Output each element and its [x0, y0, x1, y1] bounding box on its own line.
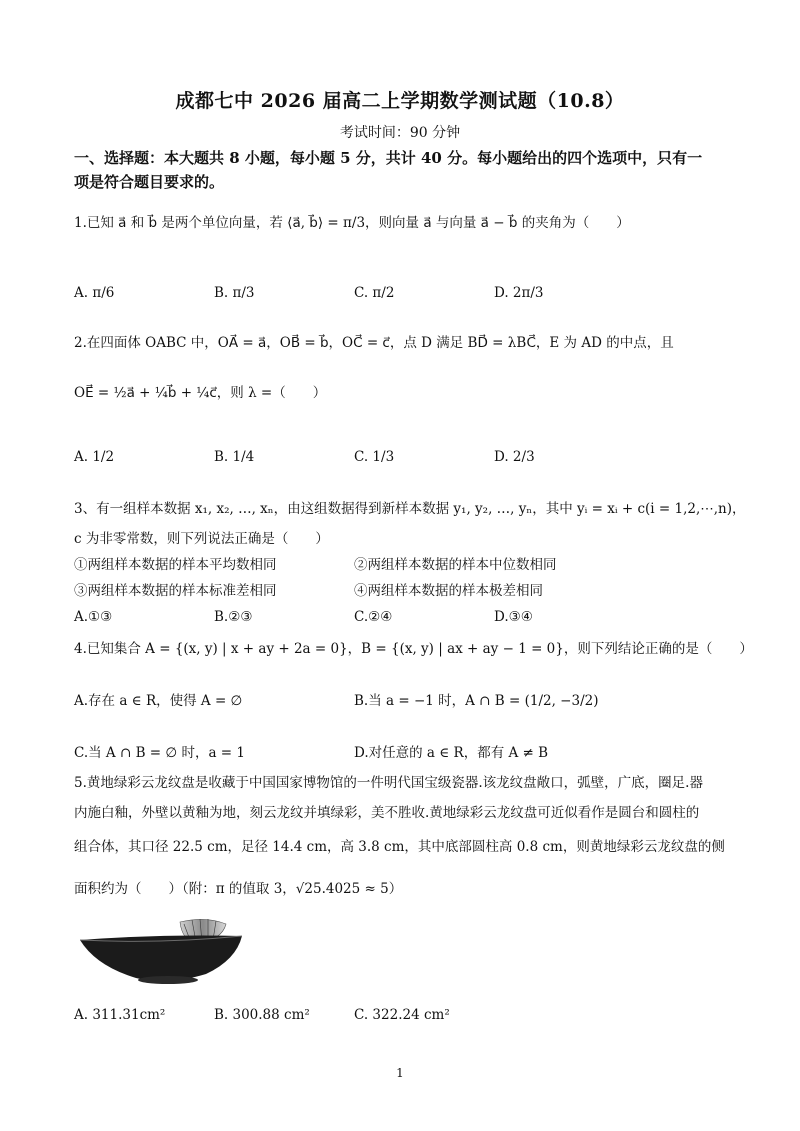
q5-option-b: B. 300.88 cm² [214, 1007, 310, 1023]
section-heading-line2: 项是符合题目要求的。 [74, 173, 225, 191]
page-number: 1 [396, 1066, 404, 1080]
q4-option-c: C.当 A ∩ B = ∅ 时，a = 1 [74, 745, 245, 761]
q5-option-c: C. 322.24 cm² [354, 1007, 450, 1023]
section-heading-line1: 一、选择题：本大题共 8 小题，每小题 5 分，共计 40 分。每小题给出的四个选项中，只有一 [74, 149, 703, 167]
q3-statement-3: ③两组样本数据的样本标准差相同 [74, 583, 277, 599]
q4-option-a: A.存在 a ∈ R，使得 A = ∅ [74, 693, 243, 709]
question-5-text-line2: 内施白釉，外壁以黄釉为地，刻云龙纹并填绿彩，美不胜收.黄地绿彩云龙纹盘可近似看作是圆台和圆柱的 [74, 805, 700, 821]
q3-option-d: D.③④ [494, 609, 533, 625]
q3-statement-1: ①两组样本数据的样本平均数相同 [74, 557, 277, 573]
question-5-text-line1: 5.黄地绿彩云龙纹盘是收藏于中国国家博物馆的一件明代国宝级瓷器.该龙纹盘敞口，弧壁，广底，圈足.器 [74, 775, 703, 791]
q4-option-d: D.对任意的 a ∈ R，都有 A ≠ B [354, 745, 549, 761]
question-1-text: 1.已知 a⃗ 和 b⃗ 是两个单位向量，若 ⟨a⃗, b⃗⟩ = π/3，则向量 a⃗ 与向量 a⃗ − b⃗ 的夹角为（ ） [74, 215, 630, 231]
question-5-text-line3: 组合体，其口径 22.5 cm，足径 14.4 cm，高 3.8 cm，其中底部圆柱高 0.8 cm，则黄地绿彩云龙纹盘的侧 [74, 839, 725, 855]
question-4-text: 4.已知集合 A = {(x, y) | x + ay + 2a = 0}，B = {(x, y) | ax + ay − 1 = 0}，则下列结论正确的是（ ） [74, 641, 753, 657]
q4-option-b: B.当 a = −1 时，A ∩ B = (1/2, −3/2) [354, 693, 599, 709]
dragon-plate-image [76, 910, 246, 990]
q3-option-a: A.①③ [74, 609, 113, 625]
question-5-text-line4: 面积约为（ ）（附：π 的值取 3，√25.4025 ≈ 5） [74, 881, 403, 897]
q3-option-c: C.②④ [354, 609, 393, 625]
q2-option-a: A. 1/2 [74, 449, 115, 465]
q3-option-b: B.②③ [214, 609, 253, 625]
q3-statement-2: ②两组样本数据的样本中位数相同 [354, 557, 557, 573]
q5-option-a: A. 311.31cm² [74, 1007, 166, 1023]
question-3-text-line1: 3、有一组样本数据 x₁, x₂, …, xₙ，由这组数据得到新样本数据 y₁, y₂, …, yₙ，其中 yᵢ = xᵢ + c(i = 1,2,⋯,n)， [74, 501, 746, 517]
question-2-text-line2: OE⃗ = ½a⃗ + ¼b⃗ + ¼c⃗，则 λ =（ ） [74, 385, 327, 401]
q1-option-b: B. π/3 [214, 285, 255, 301]
q1-option-d: D. 2π/3 [494, 285, 544, 301]
q2-option-b: B. 1/4 [214, 449, 255, 465]
exam-time: 考试时间：90 分钟 [339, 125, 461, 141]
q1-option-c: C. π/2 [354, 285, 395, 301]
q2-option-c: C. 1/3 [354, 449, 395, 465]
page-title: 成都七中 2026 届高二上学期数学测试题（10.8） [175, 90, 625, 112]
q3-statement-4: ④两组样本数据的样本极差相同 [354, 583, 543, 599]
question-2-text-line1: 2.在四面体 OABC 中，OA⃗ = a⃗，OB⃗ = b⃗，OC⃗ = c⃗，点 D 满足 BD⃗ = λBC⃗，E 为 AD 的中点，且 [74, 335, 674, 351]
q2-option-d: D. 2/3 [494, 449, 535, 465]
q1-option-a: A. π/6 [74, 285, 115, 301]
question-3-text-line2: c 为非零常数，则下列说法正确是（ ） [74, 531, 329, 547]
